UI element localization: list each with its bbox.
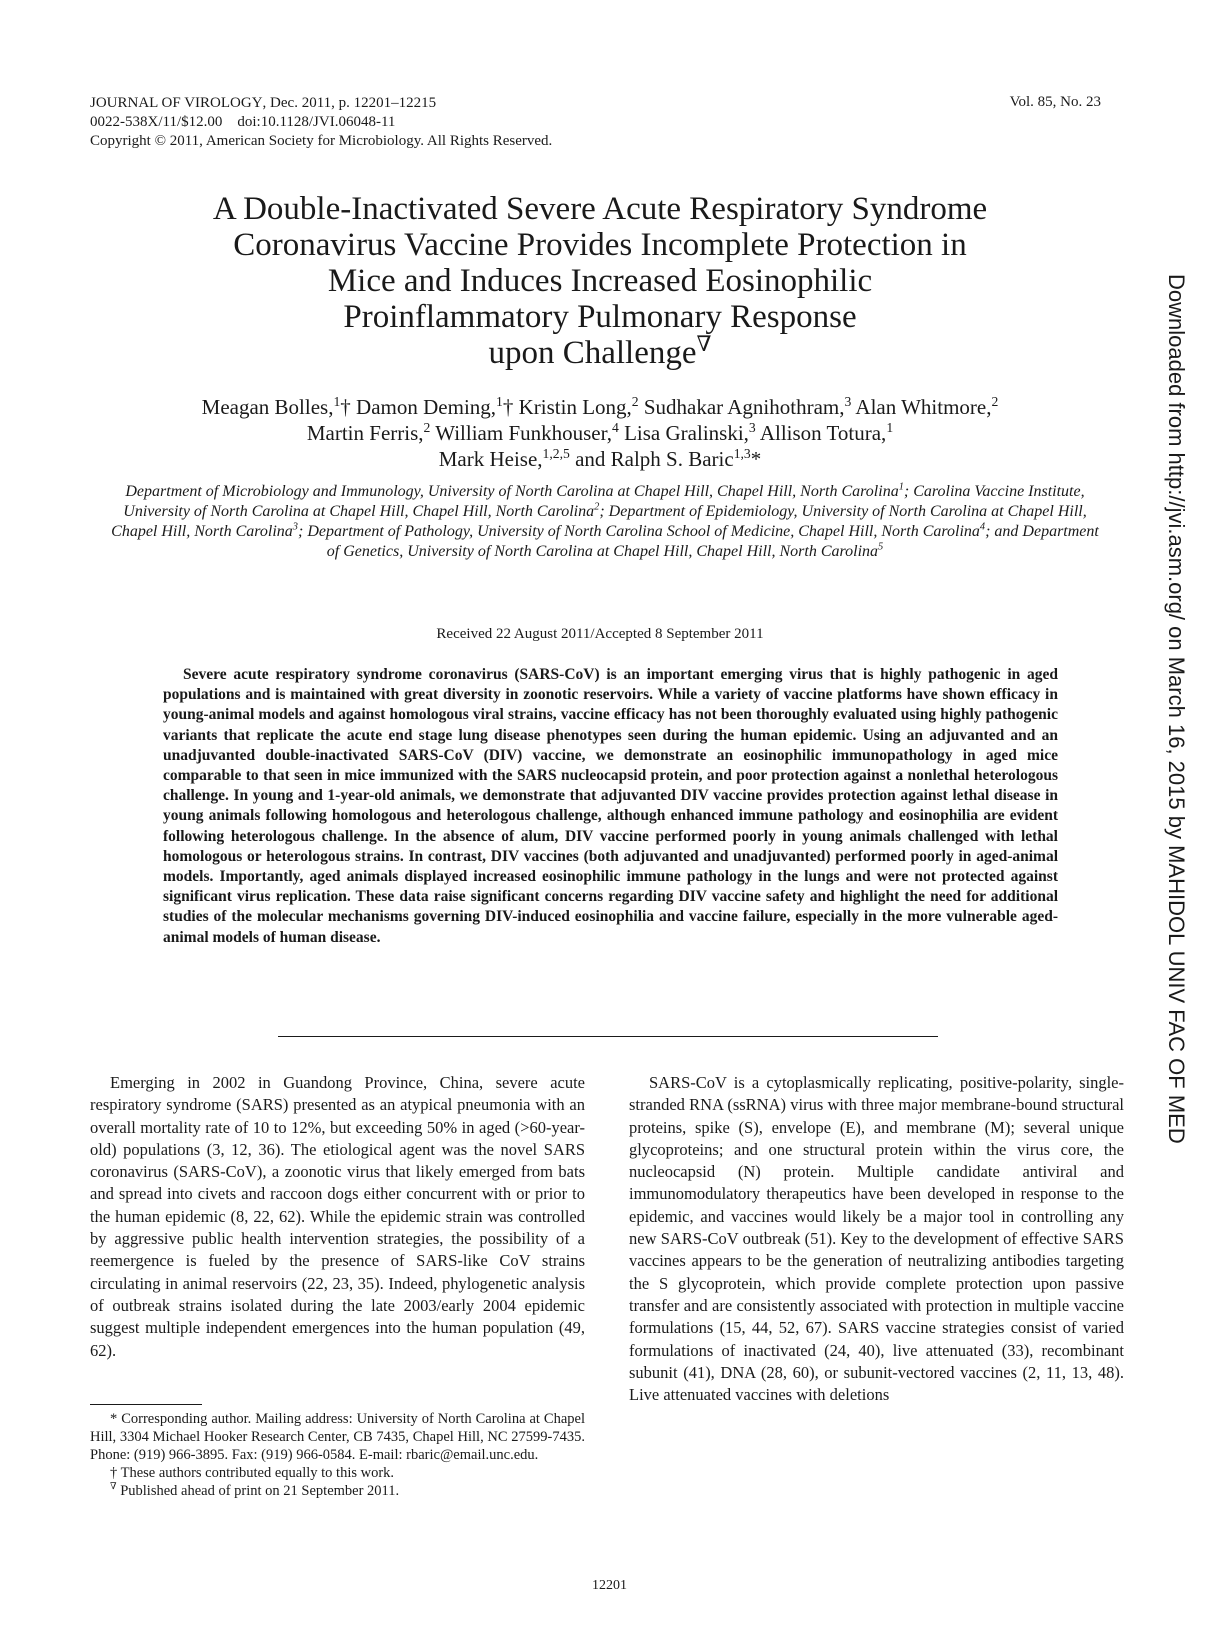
section-divider — [278, 1036, 938, 1037]
title-line: Proinflammatory Pulmonary Response — [343, 299, 857, 335]
author-list: Meagan Bolles,$^1$† Damon Deming,$^1$† Kristin Long,$^2$ Sudhakar Agnihothram,$^3$ Alan Whitmore,$^2$ Martin Ferris,$^2$ William Funkhouser,$^4$ Lisa Gralinski,$^3$ Allison Totura,$^1$ Mark Heise,$^{1,2,5}$ and Ralph S. Baric$^{1,3}$* — [201, 394, 999, 471]
received-dates: Received 22 August 2011/Accepted 8 September 2011 — [436, 626, 764, 642]
journal-citation: JOURNAL OF VIROLOGY, Dec. 2011, p. 12201–12215 — [90, 95, 437, 111]
body-paragraph: Emerging in 2002 in Guandong Province, China, severe acute respiratory syndrome (SARS) presented as an atypical pneumonia with an overall mortality rate of 10 to 12%, but exceeding 50% in aged (>60-year-old) populations (3, 12, 36). The etiological agent was the novel SARS coronavirus (SARS-CoV), a zoonotic virus that likely emerged from bats and spread into civets and raccoon dogs either concurrent with or prior to the human epidemic (8, 22, 62). While the epidemic strain was controlled by aggressive public health intervention strategies, the possibility of a reemergence is fueled by the presence of SARS-like CoV strains circulating in animal reservoirs (22, 23, 35). Indeed, phylogenetic analysis of outbreak strains isolated during the late 2003/early 2004 epidemic suggest multiple independent emergences into the human population (49, 62). — [90, 1073, 585, 1360]
download-watermark: Downloaded from http://jvi.asm.org/ on March 16, 2015 by MAHIDOL UNIV FAC OF MED — [1164, 274, 1189, 1144]
affiliations: Department of Microbiology and Immunology, University of North Carolina at Chapel Hill, Chapel Hill, North Carolina$^1$; Carolina Vaccine Institute, University of North Carolina at Chapel Hill, Chapel Hill, North Carolina$^2$; Department of Epidemiology, University of North Carolina at Chapel Hill, Chapel Hill, North Carolina$^3$; Department of Pathology, University of North Carolina School of Medicine, Chapel Hill, North Carolina$^4$; and Department of Genetics, University of North Carolina at Chapel Hill, Chapel Hill, North Carolina$^5$ — [111, 481, 1099, 560]
body-column-left — [90, 1072, 585, 1362]
body-paragraph: SARS-CoV is a cytoplasmically replicating, positive-polarity, single-stranded RNA (ssRNA) virus with three major membrane-bound structural proteins, spike (S), envelope (E), and membrane (M); several unique glycoproteins; and one structural protein within the virus core, the nucleocapsid (N) protein. Multiple candidate antiviral and immunomodulatory therapeutics have been developed in response to the epidemic, and vaccines would likely be a major tool in controlling any new SARS-CoV outbreak (51). Key to the development of effective SARS vaccines appears to be the generation of neutralizing antibodies targeting the S glycoprotein, which provide complete protection upon passive transfer and are consistently associated with protection in multiple vaccine formulations (15, 44, 52, 67). SARS vaccine strategies consist of varied formulations of inactivated (24, 40), live attenuated (33), recombinant subunit (41), DNA (28, 60), or subunit-vectored vaccines (2, 11, 13, 48). Live attenuated vaccines with deletions — [629, 1073, 1124, 1405]
title-line: upon Challenge∇ — [488, 332, 712, 371]
issn-doi: 0022-538X/11/$12.00 doi:10.1128/JVI.06048-11 — [90, 114, 396, 130]
volume-issue: Vol. 85, No. 23 — [1009, 94, 1101, 110]
footnote-published-ahead: ∇ Published ahead of print on 21 September 2011. — [110, 1482, 400, 1499]
title-line: Mice and Induces Increased Eosinophilic — [327, 263, 873, 299]
published-ahead-mark: ∇ — [696, 332, 712, 356]
footnote-divider — [90, 1404, 202, 1405]
page-number: 12201 — [592, 1578, 627, 1593]
abstract-text: Severe acute respiratory syndrome coronavirus (SARS-CoV) is an important emerging virus that is highly pathogenic in aged populations and is maintained with great diversity in zoonotic reservoirs. While a variety of vaccine platforms have shown efficacy in young-animal models and against homologous viral strains, vaccine efficacy has not been thoroughly evaluated using highly pathogenic variants that replicate the acute end stage lung disease phenotypes seen during the human epidemic. Using an adjuvanted and an unadjuvanted double-inactivated SARS-CoV (DIV) vaccine, we demonstrate an eosinophilic immunopathology in aged mice comparable to that seen in mice immunized with the SARS nucleocapsid protein, and poor protection against a nonlethal heterologous challenge. In young and 1-year-old animals, we demonstrate that adjuvanted DIV vaccine provides protection against lethal disease in young animals following homologous and heterologous challenge, although enhanced immune pathology and eosinophilia are evident following heterologous challenge. In the absence of alum, DIV vaccine performed poorly in young animals challenged with lethal homologous or heterologous strains. In contrast, DIV vaccines (both adjuvanted and unadjuvanted) performed poorly in aged-animal models. Importantly, aged animals displayed increased eosinophilic immune pathology in the lungs and were not protected against significant virus replication. These data raise significant concerns regarding DIV vaccine safety and highlight the need for additional studies of the molecular mechanisms governing DIV-induced eosinophilia and vaccine failure, especially in the more vulnerable aged-animal models of human disease. — [163, 666, 1058, 946]
footnotes — [90, 1410, 585, 1500]
body-column-right — [629, 1072, 1124, 1406]
journal-header — [90, 94, 552, 151]
title-line: A Double-Inactivated Severe Acute Respiratory Syndrome — [212, 191, 988, 227]
copyright: Copyright © 2011, American Society for Microbiology. All Rights Reserved. — [90, 133, 553, 149]
title-line: Coronavirus Vaccine Provides Incomplete Protection in — [233, 227, 967, 263]
abstract — [163, 665, 1058, 948]
corresponding-mark: * — [750, 447, 762, 471]
article-title — [100, 191, 1100, 371]
footnote-corresponding: * Corresponding author. Mailing address: University of North Carolina at Chapel Hill, 3304 Michael Hooker Research Center, CB 7435, Chapel Hill, NC 27599-7435. Phone: (919) 966-3895. Fax: (919) 966-0584. E-mail: rbaric@email.unc.edu. — [90, 1411, 585, 1463]
footnote-equal-contribution: † These authors contributed equally to this work. — [110, 1465, 395, 1481]
